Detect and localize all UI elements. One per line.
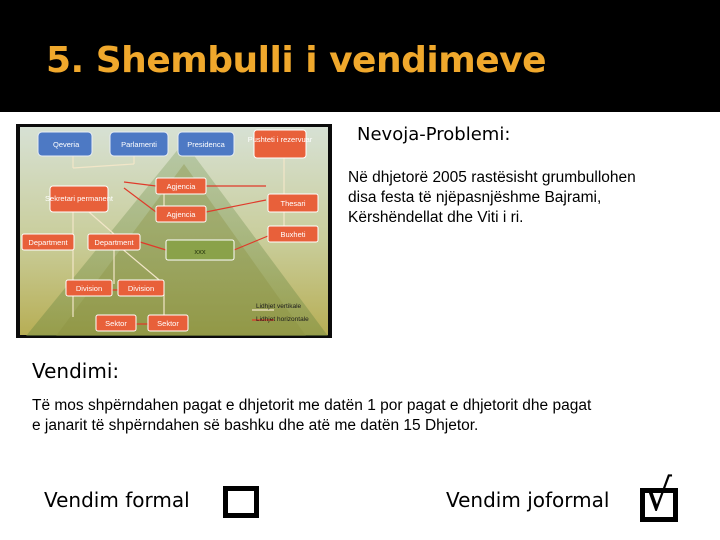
box-qeveria	[38, 132, 92, 156]
box-sektor-2	[148, 315, 188, 331]
svg-text:Sektor: Sektor	[105, 319, 127, 328]
box-sekretari-permanent	[45, 186, 114, 212]
svg-text:Department: Department	[94, 238, 134, 247]
organization-diagram	[16, 124, 332, 338]
svg-text:Parlamenti: Parlamenti	[121, 140, 157, 149]
svg-text:Agjencia: Agjencia	[166, 210, 196, 219]
svg-text:Buxheti: Buxheti	[280, 230, 306, 239]
box-agjencia-2	[156, 206, 206, 222]
svg-text:Division: Division	[75, 284, 103, 293]
box-department-2	[88, 234, 140, 250]
decision-heading: Vendimi:	[32, 359, 120, 383]
box-agjencia-1	[156, 178, 206, 194]
svg-text:Agjencia: Agjencia	[166, 182, 196, 191]
box-parlamenti	[110, 132, 168, 156]
box-xxx	[166, 240, 234, 260]
slide-title: 5. Shembulli i vendimeve	[46, 40, 546, 81]
check-mark-icon: √	[644, 470, 673, 521]
svg-text:Pushteti i rezervuar: Pushteti i rezervuar	[247, 135, 313, 144]
need-heading: Nevoja-Problemi:	[357, 124, 511, 145]
svg-text:Division: Division	[127, 284, 155, 293]
svg-text:Sekretari permanent: Sekretari permanent	[45, 194, 113, 203]
svg-text:xxx: xxx	[194, 247, 206, 256]
box-division-1	[66, 280, 112, 296]
formal-decision-label: Vendim formal	[44, 488, 190, 512]
box-department-1	[22, 234, 74, 250]
box-pushteti-rezervuar	[248, 130, 313, 158]
box-division-2	[118, 280, 164, 296]
need-text	[348, 168, 636, 228]
box-buxheti	[268, 226, 318, 242]
svg-text:Presidenca: Presidenca	[187, 140, 225, 149]
box-thesari	[268, 194, 318, 212]
decision-line: e janarit të shpërndahen së bashku dhe atë me datën 15 Dhjetor.	[32, 417, 479, 434]
legend-vertical: Lidhjet vertikale	[256, 303, 302, 310]
box-presidenca	[178, 132, 234, 156]
svg-text:Department: Department	[28, 238, 68, 247]
title-bar	[0, 0, 720, 112]
formal-decision-checkbox[interactable]	[223, 486, 259, 518]
informal-decision-label: Vendim joformal	[446, 488, 610, 512]
legend-horizontal: Lidhjet horizontale	[256, 316, 309, 323]
decision-line: Të mos shpërndahen pagat e dhjetorit me datën 1 por pagat e dhjetorit dhe pagat	[32, 397, 592, 414]
svg-text:Thesari: Thesari	[280, 199, 306, 208]
box-sektor-1	[96, 315, 136, 331]
svg-text:Sektor: Sektor	[157, 319, 179, 328]
svg-text:Qeveria: Qeveria	[53, 140, 80, 149]
need-line: Në dhjetorë 2005 rastësisht grumbullohen	[348, 169, 636, 186]
need-line: Kërshëndellat dhe Viti i ri.	[348, 209, 524, 226]
decision-text	[32, 396, 591, 436]
need-line: disa festa të njëpasnjëshme Bajrami,	[348, 189, 602, 206]
